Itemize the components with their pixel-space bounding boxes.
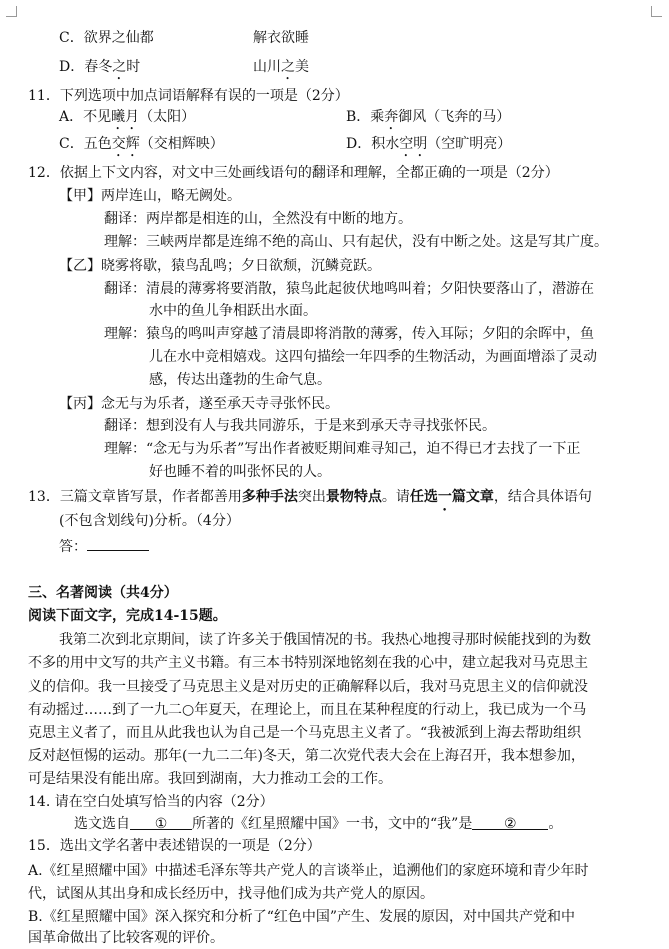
q12-yi-translation: 翻译：清晨的薄雾将要消散，猿鸟此起彼伏地鸣叫着；夕阳快要落山了，潜游在 <box>104 281 594 297</box>
q13-answer-blank[interactable] <box>87 535 149 551</box>
q15-option-b: B.《红星照耀中国》深入探究和分析了“红色中国”产生、发展的原因，对中国共产党和中 <box>28 909 576 925</box>
q13-stem: 13．三篇文章皆写景，作者都善用多种手法突出景物特点。请任选一篇文章，结合具体语句 <box>28 489 592 505</box>
q12-yi-understanding-cont2: 感，传达出蓬勃的生命气息。 <box>149 372 331 388</box>
q14-fill: 选文选自 ① 所著的《红星照耀中国》一书，文中的“我”是 ② 。 <box>74 816 563 832</box>
q15-option-a: A.《红星照耀中国》中描述毛泽东等共产党人的言谈举止，追溯他们的家庭环境和青少年时 <box>28 863 589 879</box>
q12-jia-translation: 翻译：两岸都是相连的山，全然没有中断的地方。 <box>104 211 412 227</box>
q13-stem-cont: (不包含划线句)分析。（4分） <box>59 513 240 529</box>
q14-blank-2[interactable]: ② <box>472 814 548 830</box>
passage-line-2: 不多的用中文写的共产主义书籍。有三本书特别深地铭刻在我的心中，建立起我对马克思主 <box>28 655 588 671</box>
q12-bing-source: 【丙】念无与为乐者，遂至承天寺寻张怀民。 <box>59 396 339 412</box>
corner-mark-right <box>651 6 662 17</box>
q12-bing-understanding-cont: 好也睡不着的叫张怀民的人。 <box>149 464 331 480</box>
q13-answer: 答： <box>59 535 149 557</box>
q14-blank-1[interactable]: ① <box>130 814 192 830</box>
q12-stem: 12．依据上下文内容，对文中三处画线语句的翻译和理解，全都正确的一项是（2分） <box>28 165 559 181</box>
q10-option-c-pair: 解衣欲睡 <box>253 30 309 46</box>
q11-option-c: C．五色交辉（交相辉映） <box>59 136 224 152</box>
q15-stem: 15．选出文学名著中表述错误的一项是（2分） <box>28 838 321 854</box>
q11-option-a: A．不见曦月（太阳） <box>59 109 196 125</box>
q11-option-b: B．乘奔御风（飞奔的马） <box>346 109 511 125</box>
q12-bing-translation: 翻译：想到没有人与我共同游乐，于是来到承天寺寻找张怀民。 <box>104 418 496 434</box>
passage-line-3: 义的信仰。我一旦接受了马克思主义是对历史的正确解释以后，我对马克思主义的信仰就没 <box>28 679 588 695</box>
q10-option-d: D．春冬之时 <box>59 59 141 75</box>
q12-jia-understanding: 理解：三峡两岸都是连绵不绝的高山、只有起伏，没有中断之处。这是写其广度。 <box>104 234 608 250</box>
q12-yi-translation-cont: 水中的鱼儿争相跃出水面。 <box>149 303 317 319</box>
passage-line-5: 克思主义者了，而且从此我也认为自己是一个马克思主义者了。“我被派到上海去帮助组织 <box>28 725 582 741</box>
q14-stem: 14. 请在空白处填写恰当的内容（2分） <box>28 794 274 810</box>
q15-option-b-cont: 国革命做出了比较客观的评价。 <box>28 930 224 946</box>
corner-mark-left <box>6 6 17 17</box>
q12-bing-understanding: 理解：“念无与为乐者”写出作者被贬期间难寻知己，迫不得已才去找了一下正 <box>104 441 581 457</box>
passage-line-6: 反对赵恒惕的运动。那年(一九二二年)冬天，第二次党代表大会在上海召开，我本想参加， <box>28 748 585 764</box>
q12-jia-source: 【甲】两岸连山，略无阙处。 <box>59 188 241 204</box>
q11-option-d: D．积水空明（空旷明亮） <box>346 136 512 152</box>
q10-option-c: C．欲界之仙都 <box>59 30 154 46</box>
q12-yi-understanding-cont: 儿在水中竞相嬉戏。这四句描绘一年四季的生物活动，为画面增添了灵动 <box>149 349 597 365</box>
section3-instruction: 阅读下面文字，完成14-15题。 <box>28 608 227 624</box>
section3-title: 三、名著阅读（共4分） <box>28 585 178 601</box>
passage-line-7: 可是结果没有能出席。我回到湖南，大力推动工会的工作。 <box>28 771 392 787</box>
q11-stem: 11．下列选项中加点词语解释有误的一项是（2分） <box>28 88 349 104</box>
q12-yi-source: 【乙】晓雾将歇，猿鸟乱鸣；夕日欲颓，沉鳞竞跃。 <box>59 258 381 274</box>
q12-yi-understanding: 理解：猿鸟的鸣叫声穿越了清晨即将消散的薄雾，传入耳际；夕阳的余晖中，鱼 <box>104 326 594 342</box>
q15-option-a-cont: 代，试图从其出身和成长经历中，找寻他们成为共产党人的原因。 <box>28 886 434 902</box>
passage-line-1: 我第二次到北京期间，读了许多关于俄国情况的书。我热心地搜寻那时候能找到的为数 <box>59 632 591 648</box>
q10-option-d-pair: 山川之美 <box>253 59 309 75</box>
passage-line-4: 有动摇过……到了一九二○年夏天，在理论上，而且在某种程度的行动上，我已成为一个马 <box>28 702 587 718</box>
